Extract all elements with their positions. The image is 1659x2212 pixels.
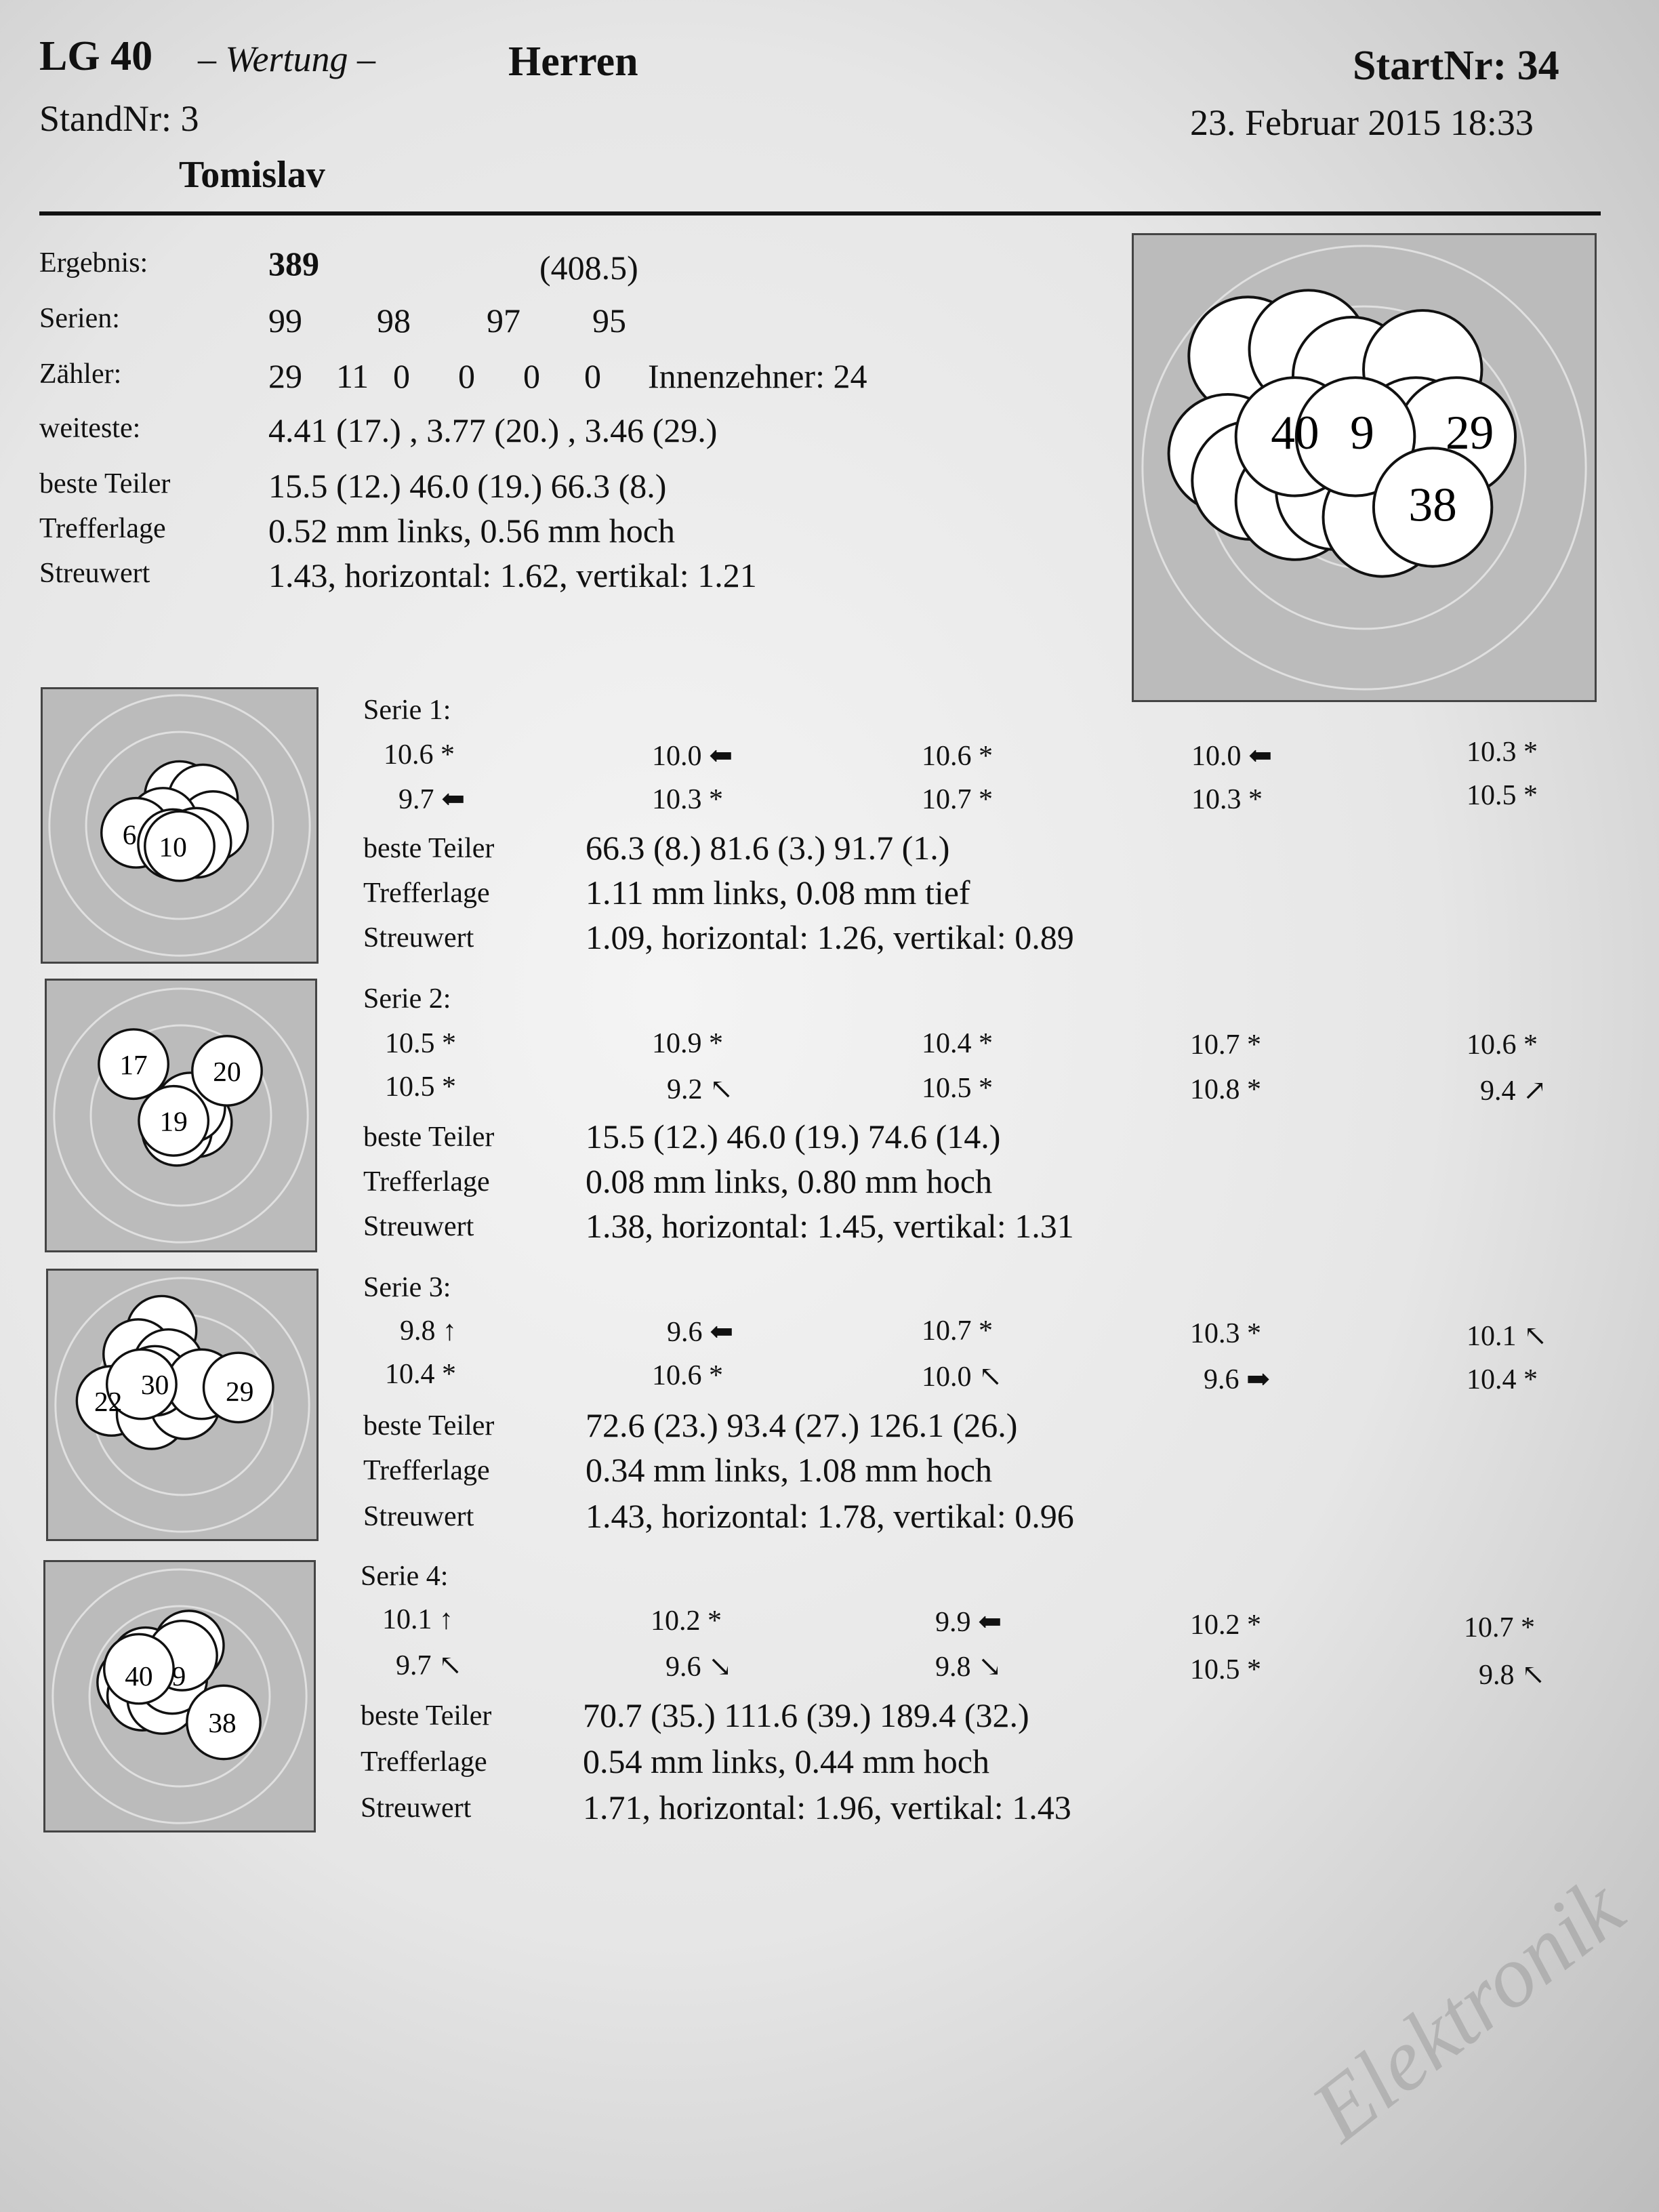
serie-1-beste-teiler: 66.3 (8.) 81.6 (3.) 91.7 (1.): [586, 829, 950, 867]
serie-1-shot: 10.0 ⬅: [1191, 741, 1273, 772]
serie-4-shot: 9.6 ↘: [665, 1652, 733, 1683]
ergebnis-value: 389: [268, 245, 319, 283]
serie-4-beste-teiler-label: beste Teiler: [361, 1700, 492, 1732]
serie-1-streuwert: 1.09, horizontal: 1.26, vertikal: 0.89: [586, 918, 1074, 956]
serien-label: Serien:: [39, 303, 120, 334]
serie-1-streuwert-label: Streuwert: [363, 922, 474, 954]
serie-total-1: 99: [268, 302, 302, 340]
serie-2-target-label-19: 19: [159, 1105, 188, 1137]
trefferlage-value: 0.52 mm links, 0.56 mm hoch: [268, 512, 675, 550]
streuwert-value: 1.43, horizontal: 1.62, vertikal: 1.21: [268, 556, 757, 594]
serie-4-shot: 10.5 *: [1190, 1654, 1261, 1685]
serie-2-shot: 10.4 *: [922, 1028, 993, 1059]
serie-2-shot: 9.2 ↖: [667, 1074, 734, 1105]
watermark: Elektronik: [1294, 1859, 1641, 2160]
serie-1-target: [41, 687, 319, 964]
serie-3-shot: 9.6 ➡: [1204, 1364, 1271, 1395]
serie-3-beste-teiler-label: beste Teiler: [363, 1410, 495, 1441]
serie-2-shot: 10.8 *: [1190, 1074, 1261, 1105]
zaehler-6: 0: [584, 357, 601, 395]
serie-4-shot: 9.9 ⬅: [935, 1607, 1002, 1638]
serie-4-target-label-38: 38: [208, 1707, 237, 1739]
serie-4-streuwert: 1.71, horizontal: 1.96, vertikal: 1.43: [583, 1788, 1071, 1826]
streuwert-label: Streuwert: [39, 558, 150, 589]
target-label-40: 40: [1271, 406, 1319, 460]
serie-1-shot: 10.3 *: [1191, 784, 1263, 815]
serie-2-shot: 10.5 *: [385, 1028, 456, 1059]
trefferlage-label: Trefferlage: [39, 513, 166, 544]
date-time: 23. Februar 2015 18:33: [1190, 102, 1534, 143]
serie-2-beste-teiler: 15.5 (12.) 46.0 (19.) 74.6 (14.): [586, 1118, 1001, 1155]
serie-1-shot: 10.0 ⬅: [652, 741, 733, 772]
serie-2-shot: 10.7 *: [1190, 1029, 1261, 1061]
stand-number: StandNr: 3: [39, 98, 199, 139]
zaehler-4: 0: [458, 357, 475, 395]
serie-2-streuwert: 1.38, horizontal: 1.45, vertikal: 1.31: [586, 1207, 1074, 1245]
serie-2-shot: 9.4 ↗: [1480, 1076, 1547, 1107]
zaehler-label: Zähler:: [39, 359, 122, 390]
serie-3-streuwert-label: Streuwert: [363, 1501, 474, 1532]
ergebnis-decimal: (408.5): [539, 249, 638, 287]
serie-3-title: Serie 3:: [363, 1272, 451, 1303]
serie-3-streuwert: 1.43, horizontal: 1.78, vertikal: 0.96: [586, 1497, 1074, 1535]
zaehler-1: 29: [268, 357, 302, 395]
header-divider: [39, 211, 1601, 216]
serie-3-shot: 10.3 *: [1190, 1318, 1261, 1349]
serie-1-shot: 10.6 *: [384, 739, 455, 771]
discipline-title: LG 40: [39, 33, 153, 79]
serie-3-target-label-29: 29: [226, 1376, 254, 1408]
serie-3-target-graphic: [48, 1271, 316, 1539]
serie-3-shot: 10.7 *: [922, 1315, 993, 1347]
serie-4-streuwert-label: Streuwert: [361, 1793, 472, 1824]
serie-4-trefferlage: 0.54 mm links, 0.44 mm hoch: [583, 1742, 989, 1780]
serie-2-title: Serie 2:: [363, 983, 451, 1015]
serie-1-shot: 10.3 *: [652, 784, 723, 815]
serie-4-shot: 9.8 ↘: [935, 1652, 1002, 1683]
summary-target-graphic: [1134, 235, 1595, 700]
serie-3-shot: 9.8 ↑: [400, 1315, 457, 1347]
serie-4-title: Serie 4:: [361, 1561, 449, 1592]
serie-4-shot: 9.7 ↖: [396, 1650, 463, 1681]
serie-1-target-label-10: 10: [159, 831, 187, 863]
zaehler-5: 0: [523, 357, 540, 395]
serie-3-target-label-30: 30: [140, 1369, 169, 1401]
target-label-38: 38: [1408, 478, 1457, 532]
serie-2-trefferlage-label: Trefferlage: [363, 1166, 490, 1197]
subtitle: – Wertung –: [198, 39, 376, 79]
serie-3-shot: 10.4 *: [385, 1359, 456, 1390]
serie-1-shot: 10.5 *: [1467, 780, 1538, 811]
serie-2-shot: 10.5 *: [922, 1073, 993, 1104]
serie-1-target-label-6: 6: [122, 819, 137, 851]
serie-3-beste-teiler: 72.6 (23.) 93.4 (27.) 126.1 (26.): [586, 1406, 1018, 1444]
beste-teiler-label: beste Teiler: [39, 468, 171, 499]
serie-3-shot: 9.6 ⬅: [667, 1317, 734, 1348]
serie-2-shot: 10.5 *: [385, 1071, 456, 1103]
serie-1-title: Serie 1:: [363, 695, 451, 726]
serie-1-shot: 10.6 *: [922, 741, 993, 772]
serie-4-shot: 10.2 *: [651, 1605, 722, 1637]
ergebnis-label: Ergebnis:: [39, 247, 148, 279]
serie-1-beste-teiler-label: beste Teiler: [363, 833, 495, 864]
shooter-name: Tomislav: [179, 154, 325, 196]
serie-3-target: [46, 1269, 319, 1541]
start-number: StartNr: 34: [1353, 43, 1559, 89]
serie-1-target-graphic: [43, 689, 316, 962]
serie-3-target-label-22: 22: [94, 1385, 123, 1417]
serie-4-shot: 10.2 *: [1190, 1610, 1261, 1641]
serie-1-shot: 10.3 *: [1467, 737, 1538, 768]
serie-3-shot: 10.1 ↖: [1467, 1321, 1548, 1352]
serie-2-trefferlage: 0.08 mm links, 0.80 mm hoch: [586, 1162, 992, 1200]
serie-3-shot: 10.6 *: [652, 1360, 723, 1391]
serie-total-3: 97: [487, 302, 520, 340]
serie-4-target-label-40: 40: [125, 1660, 153, 1692]
serie-4-shot: 10.7 *: [1464, 1612, 1535, 1643]
innenzehner: Innenzehner: 24: [648, 357, 867, 395]
zaehler-2: 11: [336, 357, 369, 395]
serie-3-trefferlage-label: Trefferlage: [363, 1455, 490, 1486]
serie-3-shot: 10.4 *: [1467, 1364, 1538, 1395]
beste-teiler-value: 15.5 (12.) 46.0 (19.) 66.3 (8.): [268, 467, 667, 505]
serie-2-shot: 10.9 *: [652, 1028, 723, 1059]
serie-1-shot: 10.7 *: [922, 784, 993, 815]
serie-1-trefferlage-label: Trefferlage: [363, 878, 490, 909]
serie-1-shot: 9.7 ⬅: [398, 784, 466, 815]
summary-target: [1132, 233, 1597, 702]
serie-1-trefferlage: 1.11 mm links, 0.08 mm tief: [586, 874, 970, 912]
serie-total-4: 95: [592, 302, 626, 340]
serie-4-shot: 10.1 ↑: [382, 1604, 453, 1635]
serie-4-shot: 9.8 ↖: [1479, 1660, 1546, 1691]
serie-3-trefferlage: 0.34 mm links, 1.08 mm hoch: [586, 1451, 992, 1489]
serie-4-target-label-9: 9: [171, 1660, 186, 1692]
zaehler-3: 0: [393, 357, 410, 395]
serie-4-target-graphic: [45, 1562, 314, 1830]
serie-4-beste-teiler: 70.7 (35.) 111.6 (39.) 189.4 (32.): [583, 1696, 1029, 1734]
target-label-9: 9: [1350, 406, 1374, 460]
serie-2-target-label-20: 20: [213, 1055, 241, 1087]
class-title: Herren: [508, 39, 638, 85]
serie-2-target-label-17: 17: [119, 1048, 148, 1080]
serie-2-beste-teiler-label: beste Teiler: [363, 1122, 495, 1153]
serie-2-shot: 10.6 *: [1467, 1029, 1538, 1061]
serie-2-target-graphic: [47, 981, 315, 1250]
serie-2-target: [45, 979, 317, 1252]
serie-3-shot: 10.0 ↖: [922, 1361, 1003, 1393]
serie-2-streuwert-label: Streuwert: [363, 1211, 474, 1242]
target-label-29: 29: [1445, 406, 1494, 460]
serie-total-2: 98: [377, 302, 411, 340]
weiteste-value: 4.41 (17.) , 3.77 (20.) , 3.46 (29.): [268, 411, 718, 449]
weiteste-label: weiteste:: [39, 413, 141, 444]
serie-4-target: [43, 1560, 316, 1832]
serie-4-trefferlage-label: Trefferlage: [361, 1746, 487, 1778]
